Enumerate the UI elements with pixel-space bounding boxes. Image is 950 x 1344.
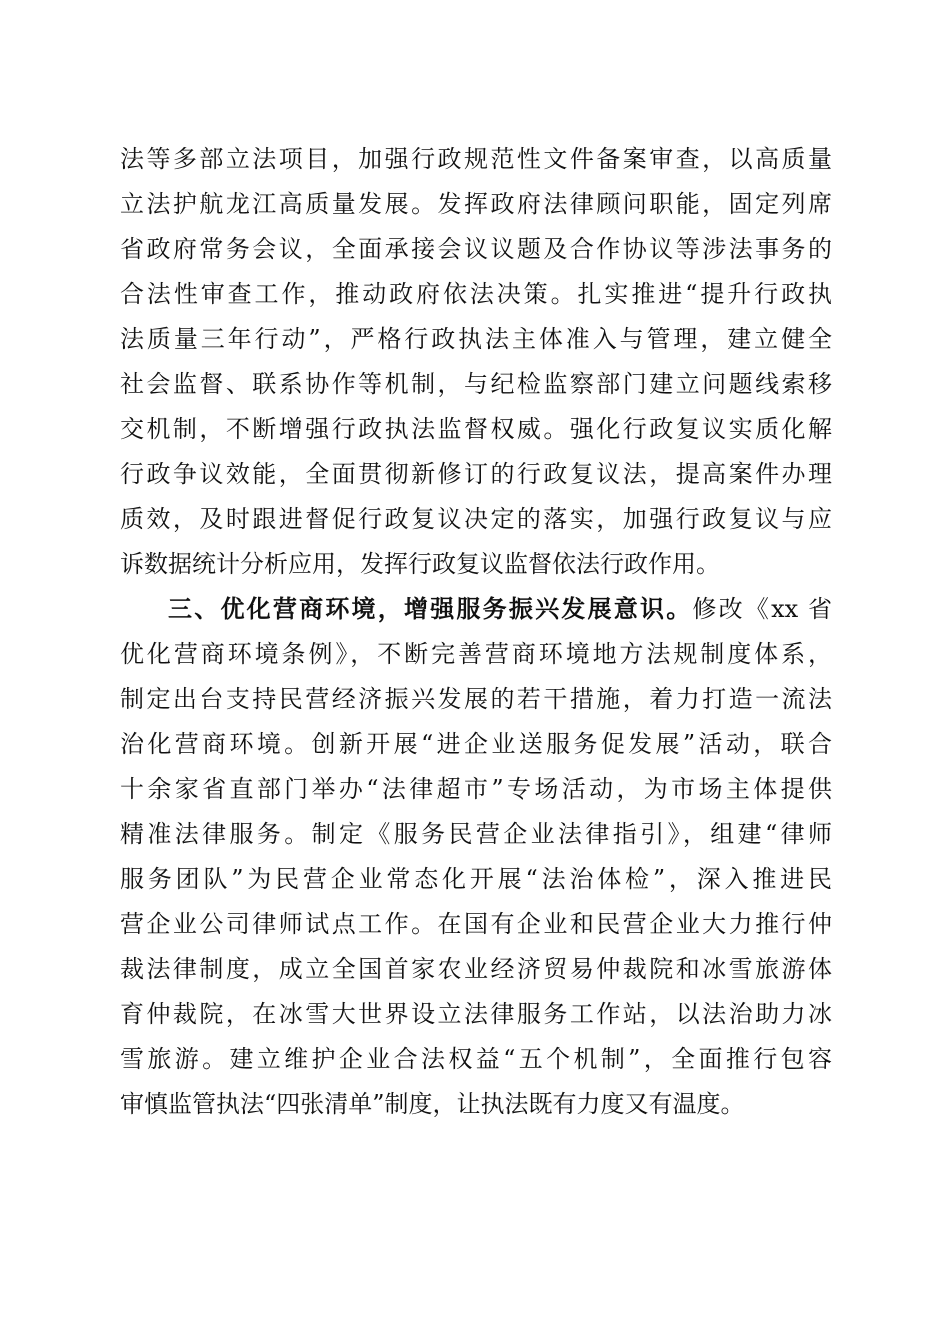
text-line: 雪旅游。建立维护企业合法权益“五个机制”，全面推行包容: [120, 1045, 832, 1073]
text-line: 法质量三年行动”，严格行政执法主体准入与管理，建立健全: [120, 325, 832, 353]
text-line: 行政争议效能，全面贯彻新修订的行政复议法，提高案件办理: [120, 460, 832, 488]
section-heading: 三、优化营商环境，增强服务振兴发展意识。: [168, 595, 693, 623]
text-line: 裁法律制度，成立全国首家农业经济贸易仲裁院和冰雪旅游体: [120, 955, 832, 983]
heading-line-rest: 修改《xx 省: [692, 595, 832, 623]
text-line: 法等多部立法项目，加强行政规范性文件备案审查，以高质量: [120, 145, 832, 173]
text-line: 质效，及时跟进督促行政复议决定的落实，加强行政复议与应: [120, 505, 832, 533]
text-line: 交机制，不断增强行政执法监督权威。强化行政复议实质化解: [120, 415, 832, 443]
text-line: 审慎监管执法“四张清单”制度，让执法既有力度又有温度。: [120, 1090, 745, 1118]
text-line: 诉数据统计分析应用，发挥行政复议监督依法行政作用。: [120, 550, 720, 578]
text-line: 制定出台支持民营经济振兴发展的若干措施，着力打造一流法: [120, 685, 832, 713]
text-line: 社会监督、联系协作等机制，与纪检监察部门建立问题线索移: [120, 370, 832, 398]
text-line: 精准法律服务。制定《服务民营企业法律指引》，组建“律师: [120, 820, 832, 848]
text-line: 合法性审查工作，推动政府依法决策。扎实推进“提升行政执: [120, 280, 832, 308]
paragraph-2: [120, 587, 832, 1127]
text-line: 营企业公司律师试点工作。在国有企业和民营企业大力推行仲: [120, 910, 832, 938]
text-line: 省政府常务会议，全面承接会议议题及合作协议等涉法事务的: [120, 235, 832, 263]
paragraph-1: [120, 137, 832, 587]
text-line: 优化营商环境条例》，不断完善营商环境地方法规制度体系，: [120, 640, 832, 668]
text-line: 服务团队”为民营企业常态化开展“法治体检”，深入推进民: [120, 865, 832, 893]
text-line: 育仲裁院，在冰雪大世界设立法律服务工作站，以法治助力冰: [120, 1000, 832, 1028]
text-line: 十余家省直部门举办“法律超市”专场活动，为市场主体提供: [120, 775, 832, 803]
section-heading-line: [120, 587, 832, 632]
text-line: 治化营商环境。创新开展“进企业送服务促发展”活动，联合: [120, 730, 832, 758]
document-body: [120, 137, 832, 1127]
text-line: 立法护航龙江高质量发展。发挥政府法律顾问职能，固定列席: [120, 190, 832, 218]
